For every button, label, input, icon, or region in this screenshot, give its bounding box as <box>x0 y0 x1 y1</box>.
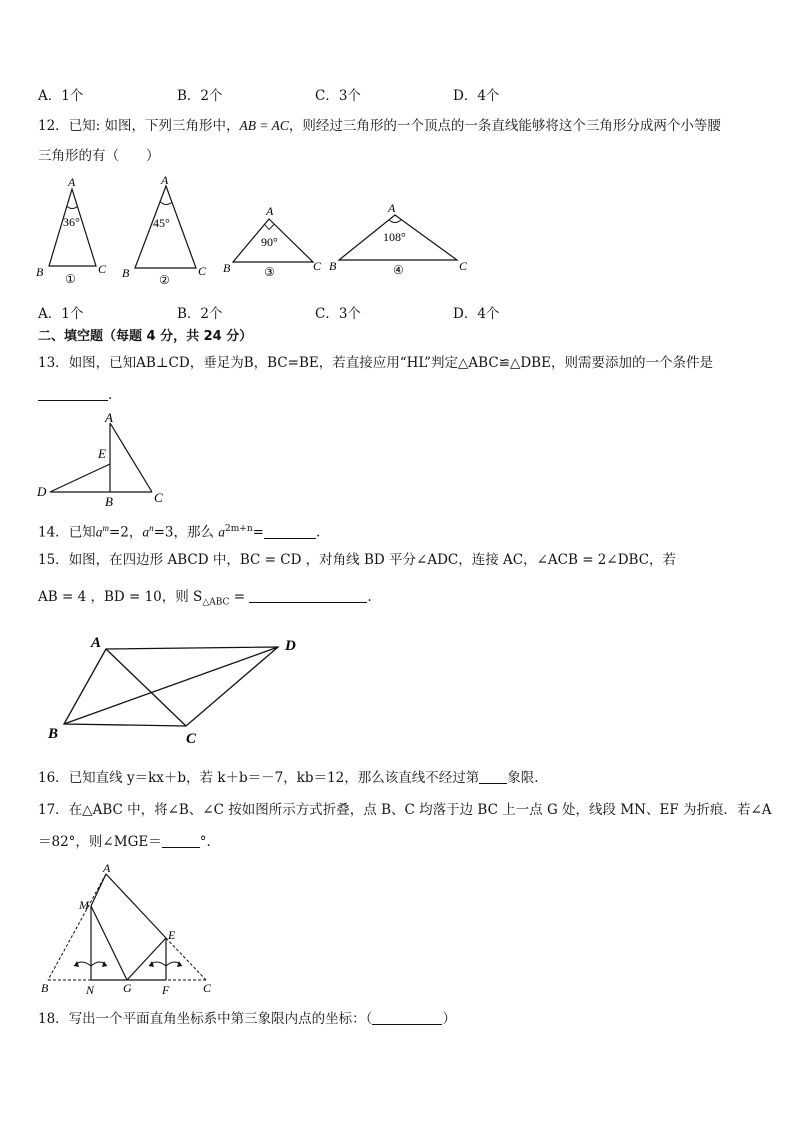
label-c: C <box>186 731 197 747</box>
vertex-label: B <box>122 266 130 280</box>
q16-end: 象限. <box>507 770 539 786</box>
vertex-label: C <box>459 259 468 273</box>
q12-figure-4 <box>329 201 468 277</box>
label-f: F <box>162 983 170 997</box>
q17-text2: ＝82°，则∠MGE＝ <box>38 834 162 850</box>
arrowhead-icon <box>102 961 107 967</box>
q18-end: ） <box>442 1011 456 1027</box>
q11-option-b: B．2个 <box>177 88 223 104</box>
label-e: E <box>98 446 106 461</box>
q15-text2: AB = 4 ，BD = 10，则 S <box>38 589 203 605</box>
vertex-label: A <box>266 204 274 218</box>
label-c: C <box>154 490 163 505</box>
q12-figure-3 <box>223 204 322 279</box>
q13-end: . <box>108 387 113 403</box>
label-n: N <box>86 983 95 997</box>
line-mg <box>91 906 127 980</box>
vertex-label: B <box>329 259 337 273</box>
angle-label: 108° <box>383 230 406 244</box>
q14-m: m <box>102 523 109 533</box>
q12-figure-2 <box>122 173 207 287</box>
vertex-label: A <box>161 173 169 187</box>
q12-option-d: D．4个 <box>453 306 500 322</box>
q15-line1 <box>38 551 676 569</box>
label-d: D <box>37 484 47 499</box>
q12-figures <box>30 172 490 290</box>
q18-number: 18． <box>38 1011 69 1027</box>
q14-eq3: = <box>252 524 264 541</box>
q13-figure <box>30 408 180 510</box>
label-a: A <box>91 635 102 651</box>
vertex-label: A <box>388 201 396 215</box>
label-b: B <box>48 726 59 742</box>
q17-figure <box>30 858 230 998</box>
q14-number: 14． <box>38 524 69 541</box>
vertex-label: B <box>223 261 231 275</box>
angle-arc <box>161 202 173 205</box>
q15-sub: △ABC <box>202 597 230 608</box>
arrowhead-icon <box>177 961 182 967</box>
label-b: B <box>41 981 49 995</box>
label-m: M <box>79 898 89 912</box>
q12-number: 12． <box>38 118 69 134</box>
label-g: G <box>123 981 132 995</box>
q15-end: . <box>367 589 372 605</box>
dashed-ce <box>166 938 206 980</box>
label-a: A <box>105 410 113 425</box>
q12-option-a: A．1个 <box>38 306 84 322</box>
q15-text3: = <box>229 589 250 605</box>
q16-text: 已知直线 y＝kx＋b，若 k＋b＝－7，kb＝12，那么该直线不经过第 <box>68 770 480 786</box>
q15-number: 15． <box>38 552 69 568</box>
label-d: D <box>285 638 296 654</box>
q12-line2: 三角形的有（ ） <box>38 148 160 164</box>
arrowhead-icon <box>74 961 79 967</box>
q12-line1 <box>38 117 721 135</box>
q14-a1: a <box>95 524 103 540</box>
q14-pre: 已知 <box>68 524 96 541</box>
q13-line1 <box>38 354 713 372</box>
q17-line1 <box>38 801 772 819</box>
q11-option-d: D．4个 <box>453 88 500 104</box>
angle-arc <box>67 206 79 209</box>
q11-option-a: A．1个 <box>38 88 84 104</box>
figure-label: ① <box>65 272 76 286</box>
line-ae <box>106 874 166 938</box>
angle-label: 45° <box>153 216 170 230</box>
q12-figure-1 <box>36 175 107 286</box>
q15-figure <box>40 628 320 750</box>
q18-line <box>38 1010 456 1028</box>
vertex-label: A <box>68 175 76 189</box>
q14-eq2: =3，那么 <box>153 524 219 541</box>
q17-line2 <box>38 833 220 851</box>
q18-answer-blank[interactable] <box>372 1010 442 1025</box>
q17-answer-blank[interactable] <box>162 833 200 848</box>
q16-answer-blank[interactable] <box>479 769 507 784</box>
vertex-label: B <box>36 265 44 279</box>
q17-text3: °． <box>199 834 220 850</box>
q16-number: 16． <box>38 770 69 786</box>
q13-text: 如图，已知AB⊥CD，垂足为B，BC=BE，若直接应用“HL”判定△ABC≌△DBE，则需要添加的一个条件是 <box>68 355 713 371</box>
q12-option-c: C．3个 <box>315 306 361 322</box>
q13-line2 <box>38 386 112 404</box>
line-am <box>91 874 106 906</box>
angle-arc <box>389 220 401 223</box>
vertex-label: C <box>198 264 207 278</box>
q12-text-a: 已知: 如图，下列三角形中， <box>68 118 240 134</box>
label-a: A <box>103 861 111 875</box>
section-2-title: 二、填空题（每题 4 分，共 24 分） <box>38 329 253 344</box>
q12-text-b: ，则经过三角形的一个顶点的一条直线能够将这个三角形分成两个小等腰 <box>288 118 721 134</box>
arrowhead-icon <box>149 961 154 967</box>
diagonal-ac <box>106 649 186 726</box>
q16-line <box>38 769 539 787</box>
q14-eq1: =2， <box>108 524 143 541</box>
figure-label: ③ <box>264 265 275 279</box>
q17-text1: 在△ABC 中，将∠B、∠C 按如图所示方式折叠，点 B、C 均落于边 BC 上一点 G 处，线段 MN、EF 为折痕．若∠A <box>68 802 772 818</box>
q18-text: 写出一个平面直角坐标系中第三象限内点的坐标：（ <box>68 1011 373 1027</box>
q14-line <box>38 519 320 542</box>
q14-end: . <box>315 524 321 541</box>
vertex-label: C <box>98 262 107 276</box>
line-eg <box>127 938 166 980</box>
label-e: E <box>168 928 176 942</box>
q17-number: 17． <box>38 802 69 818</box>
label-b: B <box>105 494 113 509</box>
figure-label: ④ <box>393 263 404 277</box>
q11-option-c: C．3个 <box>315 88 361 104</box>
q13-number: 13． <box>38 355 69 371</box>
line-de <box>50 464 110 492</box>
q14-exp: 2m+n <box>225 524 253 534</box>
label-c: C <box>203 981 212 995</box>
line-ac <box>110 423 152 492</box>
q14-a3: a <box>218 524 226 540</box>
q15-answer-blank[interactable] <box>249 588 367 603</box>
q15-line2 <box>38 588 372 612</box>
q12-option-b: B．2个 <box>177 306 223 322</box>
angle-label: 90° <box>261 235 278 249</box>
vertex-label: C <box>313 259 322 273</box>
q12-equation: AB = AC <box>239 118 289 133</box>
q14-a2: a <box>142 524 150 540</box>
q14-n: n <box>149 523 154 533</box>
q13-answer-blank[interactable] <box>38 386 108 401</box>
q15-text1: 如图，在四边形 ABCD 中，BC = CD ，对角线 BD 平分∠ADC，连接 AC，∠ACB = 2∠DBC，若 <box>68 552 677 568</box>
figure-label: ② <box>159 273 170 287</box>
q14-answer-blank[interactable] <box>264 524 316 539</box>
right-angle-mark <box>265 225 275 230</box>
angle-label: 36° <box>63 215 80 229</box>
